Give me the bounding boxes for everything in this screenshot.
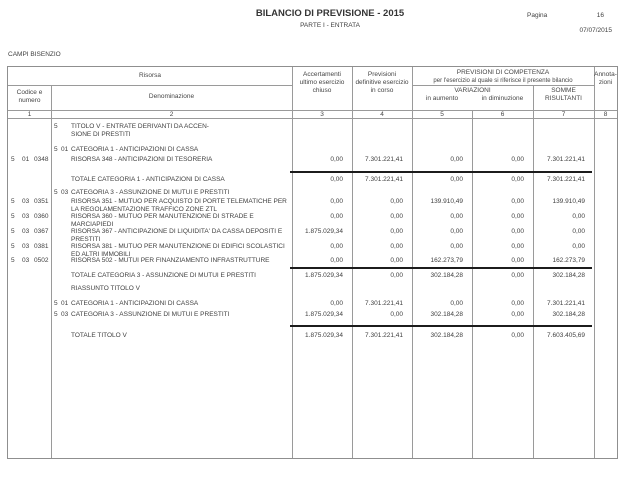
- value-accertamenti: 1.875.029,34: [305, 272, 343, 279]
- row-code: [8, 198, 51, 206]
- value-variazione-aumento: 162.273,79: [430, 257, 463, 264]
- table-body: [8, 118, 617, 458]
- value-previsioni: 7.301.221,41: [365, 300, 403, 307]
- value-variazione-aumento: 0,00: [450, 213, 463, 220]
- row-code-part: 5: [11, 243, 15, 250]
- row-code-prefix: [54, 300, 71, 308]
- row-code-part: 5: [11, 198, 15, 205]
- value-previsioni: 7.301.221,41: [365, 156, 403, 163]
- entity-name: CAMPI BISENZIO: [8, 51, 61, 58]
- row-denominazione-line: RIASSUNTO TITOLO V: [71, 285, 140, 292]
- table-row: [8, 300, 617, 308]
- table-row: [8, 146, 617, 154]
- row-code: [8, 243, 51, 251]
- value-accertamenti: 0,00: [330, 300, 343, 307]
- row-denominazione-line: CATEGORIA 3 - ASSUNZIONE DI MUTUI E PRESTITI: [71, 311, 230, 318]
- value-accertamenti: 0,00: [330, 156, 343, 163]
- row-code: [8, 156, 51, 164]
- row-code-part: 0502: [34, 257, 49, 264]
- value-variazione-diminuzione: 0,00: [511, 213, 524, 220]
- col-header-codice: [8, 89, 51, 105]
- value-accertamenti: 1.875.029,34: [305, 332, 343, 339]
- row-code-prefix: [54, 123, 71, 131]
- row-denominazione-line: RISORSA 360 - MUTUO PER MANUTENZIONE DI STRADE E: [71, 213, 254, 220]
- col-header-in-diminuzione: in diminuzione: [481, 95, 524, 102]
- col-number-1: 1: [27, 111, 32, 118]
- col-header-risorsa: Risorsa: [138, 72, 162, 79]
- value-variazione-aumento: 302.184,28: [430, 311, 463, 318]
- row-denominazione-line: TITOLO V - ENTRATE DERIVANTI DA ACCEN-: [71, 123, 209, 130]
- col-header-competenza-title: PREVISIONI DI COMPETENZA: [456, 69, 550, 76]
- value-somme-risultanti: 162.273,79: [552, 257, 585, 264]
- col-header-annotazioni-line: Annota-: [594, 71, 617, 78]
- row-denominazione-line: MARCIAPIEDI: [71, 221, 114, 228]
- row-code-part: 0360: [34, 213, 49, 220]
- row-code-part: 03: [22, 243, 30, 250]
- value-somme-risultanti: 0,00: [572, 228, 585, 235]
- row-code-part: 0367: [34, 228, 49, 235]
- row-code-part: 0351: [34, 198, 49, 205]
- table-row: [8, 198, 617, 214]
- row-code: [8, 257, 51, 265]
- col-header-somme: [533, 87, 594, 103]
- page-number-value: 16: [596, 12, 604, 19]
- total-rule: [290, 171, 592, 173]
- col-header-annotazioni: [594, 71, 617, 87]
- total-rule: [290, 325, 592, 327]
- row-code-prefix-part: 03: [61, 311, 69, 318]
- col-header-accertamenti-line: ultimo esercizio: [299, 79, 345, 86]
- table-row: [8, 285, 617, 293]
- col-header-somme-line: SOMME: [551, 87, 576, 94]
- print-date: 07/07/2015: [579, 27, 612, 34]
- value-somme-risultanti: 7.603.405,69: [547, 332, 585, 339]
- row-denominazione-line: RISORSA 502 - MUTUI PER FINANZIAMENTO INFRASTRUTTURE: [71, 257, 270, 264]
- value-previsioni: 0,00: [390, 228, 403, 235]
- total-rule: [290, 267, 592, 269]
- row-code-part: 01: [22, 156, 30, 163]
- page-subtitle: PARTE I - ENTRATA: [300, 22, 360, 29]
- table-row: [8, 257, 617, 265]
- row-denominazione-line: TOTALE TITOLO V: [71, 332, 127, 339]
- col-number-6: 6: [500, 111, 505, 118]
- table-row: [8, 156, 617, 164]
- page-title: BILANCIO DI PREVISIONE - 2015: [255, 8, 405, 19]
- value-variazione-diminuzione: 0,00: [511, 176, 524, 183]
- row-code-prefix: [54, 146, 71, 154]
- row-code-part: 0348: [34, 156, 49, 163]
- value-variazione-aumento: 0,00: [450, 300, 463, 307]
- row-code-prefix: [54, 189, 71, 197]
- value-somme-risultanti: 7.301.221,41: [547, 156, 585, 163]
- table-row: [8, 213, 617, 229]
- value-accertamenti: 0,00: [330, 213, 343, 220]
- value-variazione-aumento: 0,00: [450, 243, 463, 250]
- row-denominazione-line: RISORSA 367 - ANTICIPAZIONE DI LIQUIDITA' DA CASSA DEPOSITI E: [71, 228, 283, 235]
- value-somme-risultanti: 0,00: [572, 243, 585, 250]
- row-code-part: 5: [11, 257, 15, 264]
- col-header-in-aumento: in aumento: [425, 95, 459, 102]
- row-denominazione-line: CATEGORIA 1 - ANTICIPAZIONI DI CASSA: [71, 300, 199, 307]
- table-row: [8, 311, 617, 319]
- row-denominazione-line: RISORSA 381 - MUTUO PER MANUTENZIONE DI EDIFICI SCOLASTICI: [71, 243, 285, 250]
- col-header-codice-line: Codice e: [16, 89, 43, 96]
- value-somme-risultanti: 7.301.221,41: [547, 176, 585, 183]
- col-header-previsioni-line: definitive esercizio: [355, 79, 409, 86]
- row-code-prefix-part: 5: [54, 300, 58, 307]
- value-variazione-diminuzione: 0,00: [511, 156, 524, 163]
- col-header-accertamenti-line: Accertamenti: [303, 71, 341, 78]
- value-previsioni: 0,00: [390, 311, 403, 318]
- value-accertamenti: 1.875.029,34: [305, 311, 343, 318]
- table-row: [8, 332, 617, 340]
- value-variazione-diminuzione: 0,00: [511, 228, 524, 235]
- row-code-part: 5: [11, 228, 15, 235]
- value-variazione-aumento: 302.184,28: [430, 272, 463, 279]
- row-denominazione-line: TOTALE CATEGORIA 1 - ANTICIPAZIONI DI CASSA: [71, 176, 225, 183]
- budget-table: [7, 66, 618, 459]
- col-header-accertamenti-line: chiuso: [312, 87, 332, 94]
- value-previsioni: 0,00: [390, 272, 403, 279]
- value-variazione-diminuzione: 0,00: [511, 332, 524, 339]
- value-variazione-aumento: 0,00: [450, 156, 463, 163]
- table-row: [8, 123, 617, 139]
- value-variazione-diminuzione: 0,00: [511, 257, 524, 264]
- row-code-prefix-part: 5: [54, 146, 58, 153]
- row-denominazione-line: CATEGORIA 1 - ANTICIPAZIONI DI CASSA: [71, 146, 199, 153]
- row-code-prefix-part: 5: [54, 123, 58, 130]
- col-header-codice-line: numero: [18, 97, 41, 104]
- col-header-annotazioni-line: zioni: [598, 79, 613, 86]
- value-accertamenti: 1.875.029,34: [305, 228, 343, 235]
- row-denominazione-line: PRESTITI: [71, 236, 101, 243]
- row-code-prefix-part: 01: [61, 146, 69, 153]
- value-accertamenti: 0,00: [330, 176, 343, 183]
- value-previsioni: 0,00: [390, 257, 403, 264]
- col-number-3: 3: [320, 111, 324, 118]
- value-accertamenti: 0,00: [330, 198, 343, 205]
- col-header-competenza-sub: per l'esercizio al quale si riferisce il presente bilancio: [433, 78, 573, 84]
- table-row: [8, 189, 617, 197]
- row-denominazione-line: RISORSA 351 - MUTUO PER ACQUISTO DI PORTE TELEMATICHE PER: [71, 198, 287, 205]
- value-previsioni: 0,00: [390, 198, 403, 205]
- value-variazione-aumento: 0,00: [450, 176, 463, 183]
- value-somme-risultanti: 139.910,49: [552, 198, 585, 205]
- value-variazione-diminuzione: 0,00: [511, 272, 524, 279]
- row-code: [8, 228, 51, 236]
- col-header-denominazione: Denominazione: [148, 93, 195, 100]
- value-somme-risultanti: 302.184,28: [552, 272, 585, 279]
- value-previsioni: 0,00: [390, 243, 403, 250]
- row-code-prefix-part: 5: [54, 311, 58, 318]
- row-denominazione-line: LA REGOLAMENTAZIONE TRAFFICO ZONE ZTL: [71, 206, 218, 213]
- value-variazione-aumento: 0,00: [450, 228, 463, 235]
- table-row: [8, 272, 617, 280]
- row-code-prefix-part: 5: [54, 189, 58, 196]
- row-code-part: 03: [22, 257, 30, 264]
- row-denominazione-line: TOTALE CATEGORIA 3 - ASSUNZIONE DI MUTUI E PRESTITI: [71, 272, 256, 279]
- col-header-somme-line: RISULTANTI: [545, 95, 582, 102]
- col-header-variazioni: VARIAZIONI: [454, 87, 491, 94]
- value-accertamenti: 0,00: [330, 257, 343, 264]
- col-number-2: 2: [169, 111, 174, 118]
- value-variazione-aumento: 139.910,49: [430, 198, 463, 205]
- row-denominazione-line: ED ALTRI IMMOBILI: [71, 251, 131, 258]
- row-denominazione-line: SIONE DI PRESTITI: [71, 131, 131, 138]
- col-number-4: 4: [380, 111, 384, 118]
- value-somme-risultanti: 0,00: [572, 213, 585, 220]
- col-header-previsioni-line: Previsioni: [367, 71, 397, 78]
- row-denominazione-line: RISORSA 348 - ANTICIPAZIONI DI TESORERIA: [71, 156, 213, 163]
- value-previsioni: 7.301.221,41: [365, 332, 403, 339]
- page-number-label: Pagina: [527, 12, 548, 19]
- col-header-previsioni-line: in corso: [370, 87, 394, 94]
- value-accertamenti: 0,00: [330, 243, 343, 250]
- row-code-part: 03: [22, 198, 30, 205]
- row-code-part: 5: [11, 213, 15, 220]
- value-variazione-diminuzione: 0,00: [511, 198, 524, 205]
- row-code-prefix-part: 03: [61, 189, 69, 196]
- value-variazione-diminuzione: 0,00: [511, 300, 524, 307]
- table-row: [8, 228, 617, 244]
- col-header-previsioni: [352, 71, 412, 95]
- col-number-5: 5: [440, 111, 444, 118]
- col-number-8: 8: [603, 111, 608, 118]
- row-code-part: 0381: [34, 243, 49, 250]
- row-code-prefix: [54, 311, 71, 319]
- value-somme-risultanti: 302.184,28: [552, 311, 585, 318]
- col-number-7: 7: [561, 111, 566, 118]
- row-code-prefix-part: 01: [61, 300, 69, 307]
- value-previsioni: 7.301.221,41: [365, 176, 403, 183]
- value-variazione-aumento: 302.184,28: [430, 332, 463, 339]
- header-rule: [412, 85, 594, 86]
- col-header-accertamenti: [292, 71, 352, 95]
- value-variazione-diminuzione: 0,00: [511, 311, 524, 318]
- value-variazione-diminuzione: 0,00: [511, 243, 524, 250]
- row-code-part: 5: [11, 156, 15, 163]
- value-somme-risultanti: 7.301.221,41: [547, 300, 585, 307]
- row-code: [8, 213, 51, 221]
- value-previsioni: 0,00: [390, 213, 403, 220]
- col-header-competenza: [412, 69, 594, 85]
- table-row: [8, 176, 617, 184]
- row-code-part: 03: [22, 228, 30, 235]
- row-code-part: 03: [22, 213, 30, 220]
- row-denominazione-line: CATEGORIA 3 - ASSUNZIONE DI MUTUI E PRESTITI: [71, 189, 230, 196]
